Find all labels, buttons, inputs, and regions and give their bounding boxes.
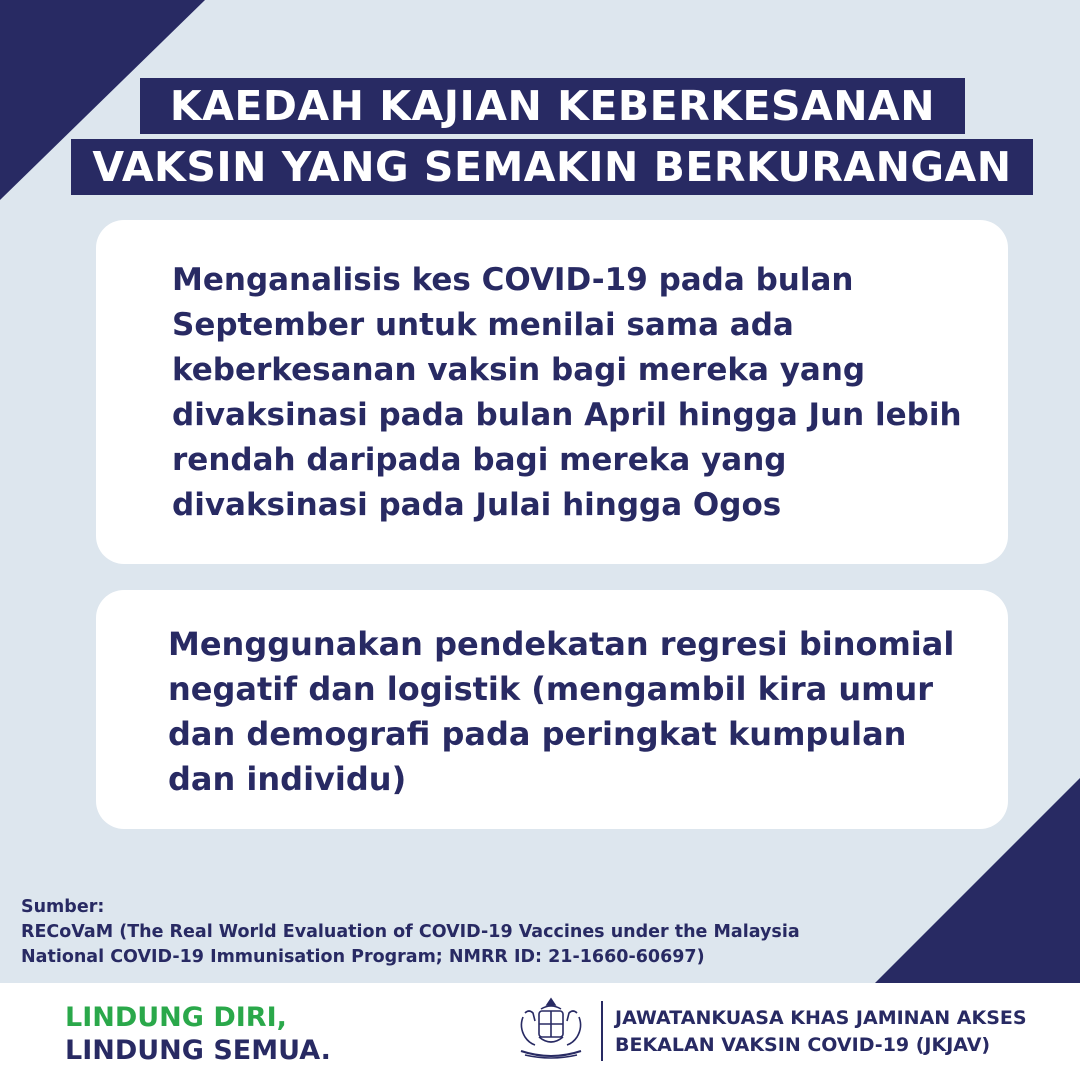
source-label: Sumber: [21, 897, 105, 917]
org-line-1: JAWATANKUASA KHAS JAMINAN AKSES [615, 1007, 1027, 1029]
method-card-2 [96, 590, 1008, 829]
source-citation [21, 895, 800, 970]
source-line-2: National COVID-19 Immunisation Program; NMRR ID: 21-1660-60697) [21, 947, 705, 967]
method-card-1-text: Menganalisis kes COVID-19 pada bulan September untuk menilai sama ada keberkesanan vaksin bagi mereka yang divaksinasi pada bulan April hingga Jun lebih rendah daripada bagi mereka yang divaksinasi pada Julai hingga Ogos [172, 262, 962, 523]
footer [0, 983, 1080, 1080]
org-line-2: BEKALAN VAKSIN COVID-19 (JKJAV) [615, 1034, 991, 1056]
title-line-1: KAEDAH KAJIAN KEBERKESANAN [140, 78, 965, 134]
organization-name [615, 1005, 1027, 1059]
malaysia-coat-of-arms-icon [515, 995, 587, 1063]
slogan [65, 1001, 331, 1067]
title-line-2: VAKSIN YANG SEMAKIN BERKURANGAN [71, 139, 1033, 195]
method-card-2-text: Menggunakan pendekatan regresi binomial negatif dan logistik (mengambil kira umur dan demografi pada peringkat kumpulan dan individu) [168, 625, 955, 798]
source-line-1: RECoVaM (The Real World Evaluation of COVID-19 Vaccines under the Malaysia [21, 922, 800, 942]
slogan-line-2: LINDUNG SEMUA. [65, 1035, 331, 1066]
slogan-line-1: LINDUNG DIRI, [65, 1002, 287, 1033]
footer-divider [601, 1001, 603, 1061]
method-card-1 [96, 220, 1008, 564]
